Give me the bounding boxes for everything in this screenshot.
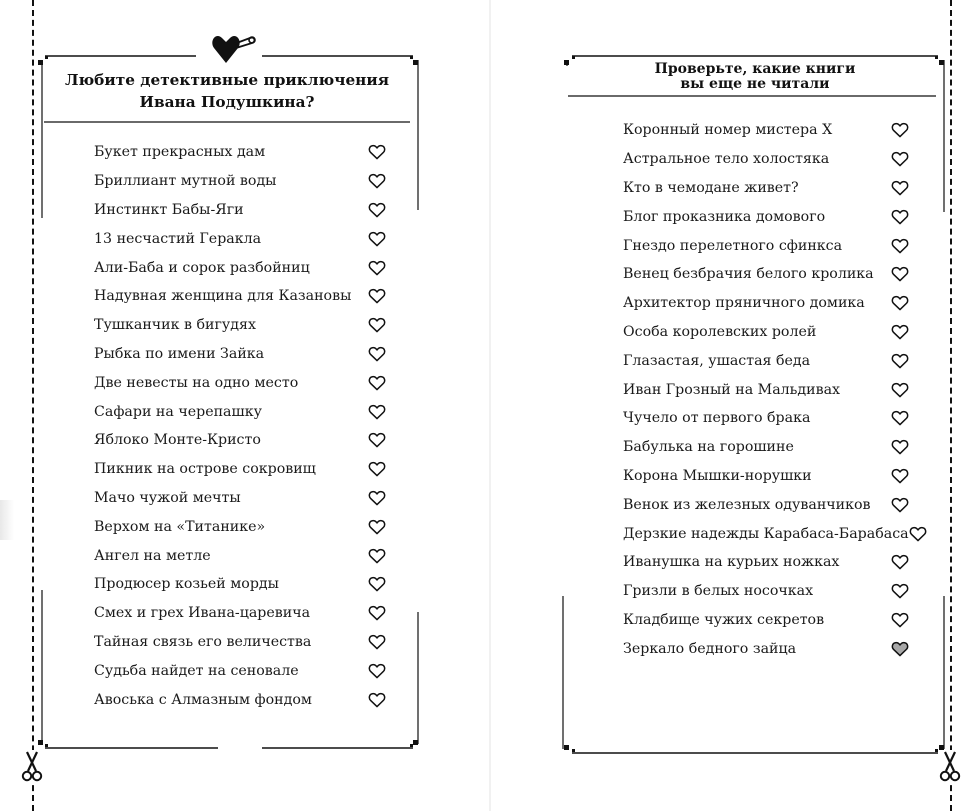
- book-title: Архитектор пряничного домика: [623, 295, 865, 312]
- book-title: Рыбка по имени Зайка: [94, 345, 265, 362]
- book-title: Али-Баба и сорок разбойниц: [94, 259, 310, 276]
- book-list-item: [623, 490, 909, 519]
- heart-outline-icon[interactable]: [891, 353, 909, 369]
- book-title: Венец безбрачия белого кролика: [623, 266, 874, 283]
- book-list-item: [623, 346, 909, 375]
- book-title: Гнездо перелетного сфинкса: [623, 237, 843, 254]
- book-list-item: [623, 462, 909, 491]
- heart-outline-icon[interactable]: [891, 266, 909, 282]
- heart-outline-icon[interactable]: [891, 497, 909, 513]
- right-page-title: [600, 62, 910, 92]
- book-title: Судьба найдет на сеновале: [94, 662, 299, 679]
- book-title: Яблоко Монте-Кристо: [94, 432, 261, 449]
- heart-filled-icon[interactable]: [891, 641, 909, 657]
- right-title-line-2: вы еще не читали: [680, 76, 830, 92]
- heart-outline-icon[interactable]: [891, 612, 909, 628]
- book-title: Смех и грех Ивана-царевича: [94, 605, 311, 622]
- book-title: Венок из железных одуванчиков: [623, 496, 871, 513]
- book-title: Зеркало бедного зайца: [623, 640, 797, 657]
- heart-outline-icon[interactable]: [891, 382, 909, 398]
- book-title: Дерзкие надежды Карабаса-Барабаса: [623, 525, 909, 542]
- book-list-item: [623, 404, 909, 433]
- heart-outline-icon[interactable]: [891, 439, 909, 455]
- right-book-list: [623, 116, 909, 663]
- heart-outline-icon[interactable]: [891, 554, 909, 570]
- left-title-line-1: Любите детективные приключения: [64, 71, 390, 89]
- book-title: Две невесты на одно место: [94, 374, 299, 391]
- book-title: Сафари на черепашку: [94, 403, 262, 420]
- heart-outline-icon[interactable]: [891, 324, 909, 340]
- book-list-item: [623, 548, 909, 577]
- book-title: Астральное тело холостяка: [623, 151, 830, 168]
- book-title: Тайная связь его величества: [94, 633, 312, 650]
- book-title: Букет прекрасных дам: [94, 144, 266, 161]
- heart-outline-icon[interactable]: [891, 468, 909, 484]
- heart-outline-icon[interactable]: [891, 295, 909, 311]
- book-list-item: [623, 289, 909, 318]
- book-title: Бриллиант мутной воды: [94, 173, 277, 190]
- book-list-item: [623, 318, 909, 347]
- book-title: Особа королевских ролей: [623, 323, 817, 340]
- book-title: Иван Грозный на Мальдивах: [623, 381, 841, 398]
- heart-outline-icon[interactable]: [891, 238, 909, 254]
- book-list-item: [623, 433, 909, 462]
- book-list-item: [623, 260, 909, 289]
- book-title: Надувная женщина для Казановы: [94, 288, 352, 305]
- book-title: Корона Мышки-норушки: [623, 467, 812, 484]
- right-title-line-1: Проверьте, какие книги: [654, 61, 856, 77]
- heart-outline-icon[interactable]: [891, 151, 909, 167]
- book-list-item: [623, 634, 909, 663]
- book-list-item: [623, 116, 909, 145]
- book-title: Тушканчик в бигудях: [94, 317, 256, 334]
- heart-outline-icon[interactable]: [909, 526, 927, 542]
- book-title: Верхом на «Титанике»: [94, 518, 266, 535]
- book-list-item: [623, 231, 909, 260]
- book-list-item: [623, 145, 909, 174]
- book-title: Продюсер козьей морды: [94, 576, 279, 593]
- book-title: Инстинкт Бабы-Яги: [94, 201, 244, 218]
- heart-outline-icon[interactable]: [891, 583, 909, 599]
- heart-outline-icon[interactable]: [891, 122, 909, 138]
- book-title: Ангел на метле: [94, 547, 211, 564]
- book-title: Кто в чемодане живет?: [623, 179, 799, 196]
- book-title: Чучело от первого брака: [623, 410, 811, 427]
- book-list-item: [623, 577, 909, 606]
- book-title: 13 несчастий Геракла: [94, 230, 262, 247]
- book-title: Гризли в белых носочках: [623, 583, 814, 600]
- book-title: Пикник на острове сокровищ: [94, 461, 316, 478]
- book-list-item: [623, 606, 909, 635]
- heart-outline-icon[interactable]: [891, 410, 909, 426]
- book-list-item: [623, 174, 909, 203]
- book-title: Глазастая, ушастая беда: [623, 352, 811, 369]
- heart-outline-icon[interactable]: [891, 209, 909, 225]
- heart-outline-icon[interactable]: [891, 180, 909, 196]
- book-title: Авоська с Алмазным фондом: [94, 691, 312, 708]
- left-title-line-2: Ивана Подушкина?: [139, 93, 315, 111]
- book-title: Коронный номер мистера Х: [623, 122, 833, 139]
- book-title: Блог проказника домового: [623, 208, 826, 225]
- book-title: Иванушка на курьих ножках: [623, 554, 840, 571]
- book-title: Кладбище чужих секретов: [623, 611, 825, 628]
- book-title: Мачо чужой мечты: [94, 489, 241, 506]
- book-list-item: [623, 202, 909, 231]
- book-title: Бабулька на горошине: [623, 439, 794, 456]
- book-list-item: [623, 375, 909, 404]
- book-list-item: [623, 519, 909, 548]
